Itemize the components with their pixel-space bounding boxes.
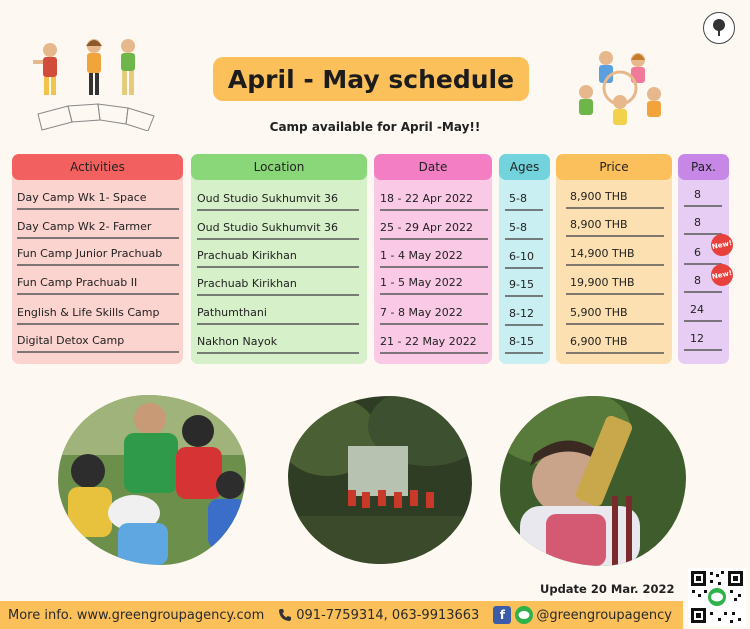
ages-column	[499, 154, 550, 364]
footer-bar	[0, 601, 683, 629]
date-cell: 1 - 4 May 2022	[380, 249, 463, 262]
photo-forest-group	[288, 396, 472, 564]
activity-cell: Digital Detox Camp	[17, 334, 125, 347]
activity-cell: Fun Camp Prachuab II	[17, 276, 138, 289]
ages-cell: 8-15	[509, 335, 534, 348]
location-cell: Nakhon Nayok	[197, 335, 278, 348]
tree-seal-logo	[703, 12, 735, 44]
date-cell: 21 - 22 May 2022	[380, 335, 477, 348]
subtitle: Camp available for April -May!!	[269, 120, 481, 134]
footer-social[interactable]: @greengroupagency	[536, 607, 672, 623]
price-header: Price	[556, 154, 672, 180]
activity-cell: English & Life Skills Camp	[17, 306, 160, 319]
footer-phone[interactable]: 091-7759314, 063-9913663	[296, 607, 480, 623]
pax-header: Pax.	[678, 154, 729, 180]
location-header: Location	[191, 154, 367, 180]
location-column	[191, 154, 367, 364]
location-cell: Pathumthani	[197, 306, 267, 319]
new-badge: New!	[709, 232, 735, 258]
qr-code[interactable]	[688, 568, 746, 626]
date-cell: 18 - 22 Apr 2022	[380, 192, 473, 205]
date-header: Date	[374, 154, 492, 180]
ages-header: Ages	[499, 154, 550, 180]
phone-icon	[278, 608, 292, 622]
ages-cell: 5-8	[509, 221, 527, 234]
activity-cell: Day Camp Wk 1- Space	[17, 191, 147, 204]
pax-cell: 12	[690, 332, 704, 345]
location-cell: Prachuab Kirikhan	[197, 277, 297, 290]
pax-cell: 24	[690, 303, 704, 316]
line-icon[interactable]	[515, 606, 533, 624]
new-badge: New!	[709, 262, 735, 288]
kids-circle-illustration	[576, 48, 666, 128]
ages-cell: 8-12	[509, 307, 534, 320]
ages-cell: 5-8	[509, 192, 527, 205]
price-cell: 5,900 THB	[570, 306, 628, 319]
activity-cell: Fun Camp Junior Prachuab	[17, 247, 163, 260]
photo-kids-activity	[58, 395, 246, 565]
price-column	[556, 154, 672, 364]
pax-cell: 6	[694, 246, 701, 259]
location-cell: Oud Studio Sukhumvit 36	[197, 221, 338, 234]
location-cell: Oud Studio Sukhumvit 36	[197, 192, 338, 205]
photo-telescope	[500, 396, 686, 566]
location-cell: Prachuab Kirikhan	[197, 249, 297, 262]
ages-cell: 6-10	[509, 250, 534, 263]
activity-cell: Day Camp Wk 2- Farmer	[17, 220, 152, 233]
activities-header: Activities	[12, 154, 183, 180]
page-title: April - May schedule	[213, 57, 529, 101]
date-cell: 7 - 8 May 2022	[380, 306, 463, 319]
price-cell: 19,900 THB	[570, 276, 635, 289]
date-cell: 1 - 5 May 2022	[380, 276, 463, 289]
ages-cell: 9-15	[509, 278, 534, 291]
price-cell: 6,900 THB	[570, 335, 628, 348]
price-cell: 8,900 THB	[570, 218, 628, 231]
pax-cell: 8	[694, 188, 701, 201]
price-cell: 14,900 THB	[570, 247, 635, 260]
pax-cell: 8	[694, 216, 701, 229]
footer-more-info[interactable]: More info. www.greengroupagency.com	[8, 607, 265, 623]
date-cell: 25 - 29 Apr 2022	[380, 221, 473, 234]
pax-column	[678, 154, 729, 364]
pax-cell: 8	[694, 274, 701, 287]
activities-column	[12, 154, 183, 364]
kids-hopscotch-illustration	[28, 36, 158, 131]
date-column	[374, 154, 492, 364]
update-date: Update 20 Mar. 2022	[540, 582, 675, 596]
facebook-icon[interactable]: f	[493, 606, 511, 624]
price-cell: 8,900 THB	[570, 190, 628, 203]
